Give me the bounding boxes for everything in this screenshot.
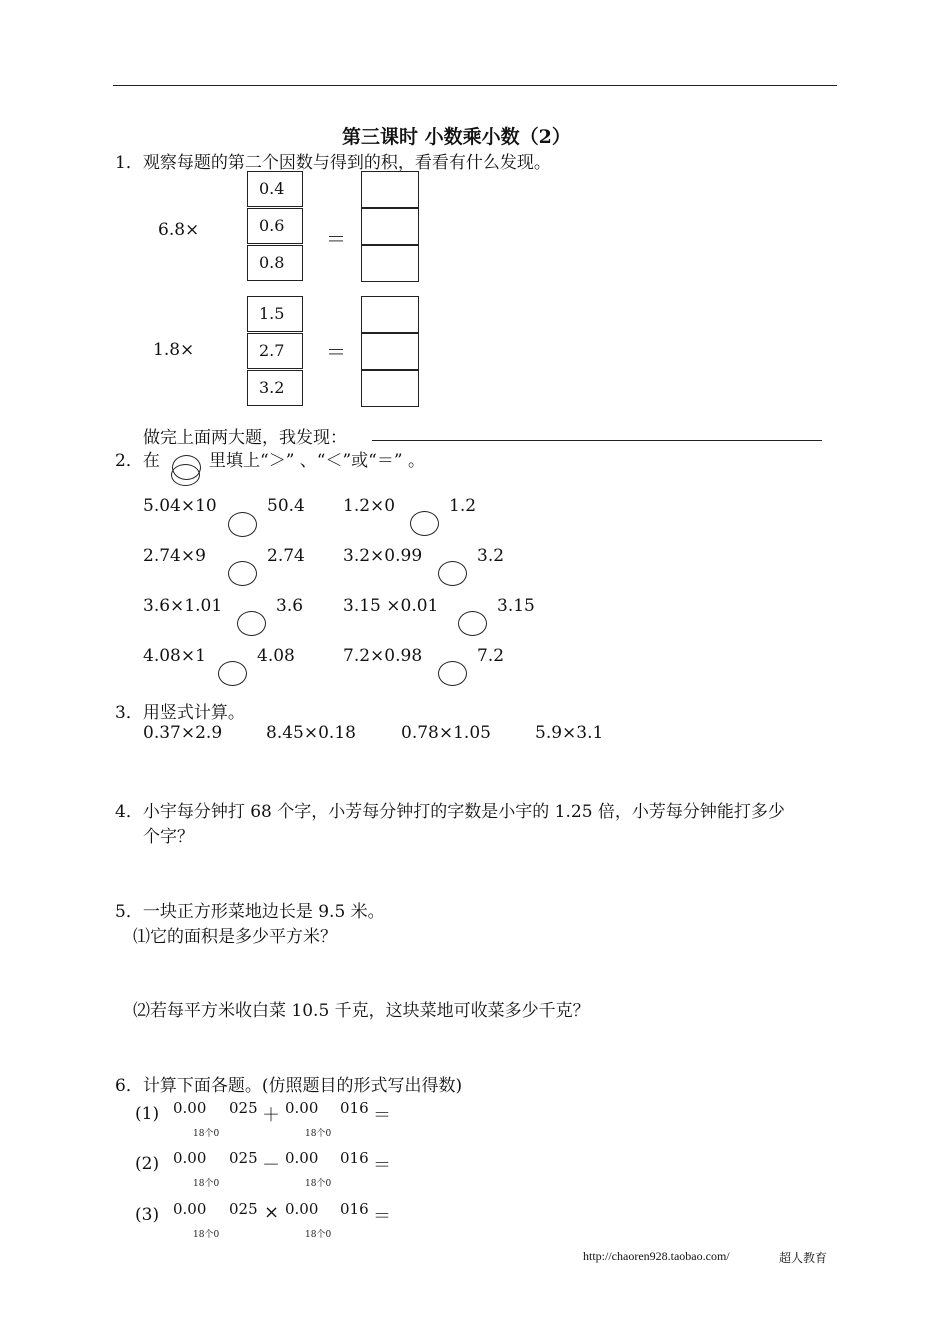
q6-zero-count: 18个0 xyxy=(305,1129,332,1139)
q6-operand-b-tail: 016 xyxy=(340,1099,369,1117)
q3-item: 0.78×1.05 xyxy=(401,723,491,743)
q6-operand-a: 0.00 xyxy=(173,1200,207,1218)
q2-compare-circle[interactable] xyxy=(218,661,247,686)
q2-right-value: 7.2 xyxy=(477,646,505,666)
q6-zero-count: 18个0 xyxy=(193,1129,220,1139)
q2-right-value: 50.4 xyxy=(267,496,305,516)
q1-prompt: 1．观察每题的第二个因数与得到的积，看看有什么发现。 xyxy=(115,153,551,173)
q6-operator: × xyxy=(264,1202,280,1223)
q2-left-expr: 4.08×1 xyxy=(143,646,206,666)
q5-sub1: ⑴它的面积是多少平方米？ xyxy=(133,927,337,947)
q2-left-expr: 1.2×0 xyxy=(343,496,396,516)
q2-example-circle-shadow xyxy=(171,464,200,486)
q2-compare-circle[interactable] xyxy=(410,511,439,536)
q6-zero-count: 18个0 xyxy=(305,1179,332,1189)
q1b-value-box xyxy=(247,296,303,332)
q1a-value-box xyxy=(247,208,303,244)
q4-text-cont: 个字？ xyxy=(143,827,194,847)
q2-left-expr: 5.04×10 xyxy=(143,496,217,516)
q2-left-expr: 3.2×0.99 xyxy=(343,546,423,566)
q1b-answer-box[interactable] xyxy=(361,333,419,370)
q1b-value: 3.2 xyxy=(259,378,285,397)
q1b-value: 2.7 xyxy=(259,341,285,360)
q2-left-expr: 2.74×9 xyxy=(143,546,206,566)
q3-item: 5.9×3.1 xyxy=(535,723,604,743)
q2-prompt-end: 里填上“＞” 、“＜”或“＝” 。 xyxy=(209,451,425,471)
q2-prompt-start: 2．在 xyxy=(115,451,160,471)
q2-compare-circle[interactable] xyxy=(458,611,487,636)
q6-operand-b-tail: 016 xyxy=(340,1200,369,1218)
q3-item: 0.37×2.9 xyxy=(143,723,223,743)
q6-equals: ＝ xyxy=(373,1155,391,1176)
q2-right-value: 3.6 xyxy=(276,596,304,616)
q1a-value: 0.4 xyxy=(259,179,285,198)
q6-zero-count: 18个0 xyxy=(305,1230,332,1240)
q6-zero-count: 18个0 xyxy=(193,1230,220,1240)
q6-operand-a: 0.00 xyxy=(173,1099,207,1117)
q2-compare-circle[interactable] xyxy=(228,512,257,537)
q6-operand-b: 0.00 xyxy=(285,1149,319,1167)
q6-equals: ＝ xyxy=(373,1105,391,1126)
q2-left-expr: 3.6×1.01 xyxy=(143,596,223,616)
footer-brand: 超人教育 xyxy=(779,1251,828,1265)
q3-prompt: 3．用竖式计算。 xyxy=(115,703,245,723)
q5-prompt: 5．一块正方形菜地边长是 9.5 米。 xyxy=(115,902,385,922)
q1a-value-box xyxy=(247,171,303,207)
q1a-answer-box[interactable] xyxy=(361,245,419,282)
q6-zero-count: 18个0 xyxy=(193,1179,220,1189)
q6-operand-b: 0.00 xyxy=(285,1200,319,1218)
q1a-equals: ＝ xyxy=(326,227,346,251)
q3-item: 8.45×0.18 xyxy=(266,723,356,743)
q2-right-value: 3.15 xyxy=(497,596,535,616)
q6-operator: － xyxy=(262,1155,280,1176)
q1b-value-box xyxy=(247,333,303,369)
q6-label: (1) xyxy=(135,1104,160,1124)
q1a-factor: 6.8× xyxy=(158,220,200,240)
q5-sub2: ⑵若每平方米收白菜 10.5 千克，这块菜地可收菜多少千克？ xyxy=(133,1001,590,1021)
q1-finding-label: 做完上面两大题，我发现： xyxy=(143,428,347,448)
q4-text: 4．小宇每分钟打 68 个字，小芳每分钟打的字数是小宇的 1.25 倍，小芳每分钟能打多少 xyxy=(115,802,785,822)
q1b-value: 1.5 xyxy=(259,304,285,323)
q6-operand-b-tail: 016 xyxy=(340,1149,369,1167)
q2-left-expr: 3.15 ×0.01 xyxy=(343,596,439,616)
footer-url[interactable]: http://chaoren928.taobao.com/ xyxy=(583,1249,730,1263)
q1a-value: 0.8 xyxy=(259,253,285,272)
q2-right-value: 2.74 xyxy=(267,546,305,566)
q1a-value-box xyxy=(247,245,303,281)
q2-compare-circle[interactable] xyxy=(228,561,257,586)
q6-operand-b: 0.00 xyxy=(285,1099,319,1117)
q1a-answer-box[interactable] xyxy=(361,208,419,245)
page-title: 第三课时 小数乘小数（2） xyxy=(342,126,571,148)
q2-left-expr: 7.2×0.98 xyxy=(343,646,423,666)
q2-compare-circle[interactable] xyxy=(438,661,467,686)
header-rule xyxy=(113,85,837,86)
q6-label: (2) xyxy=(135,1154,160,1174)
q6-label: (3) xyxy=(135,1205,160,1225)
q1-finding-blank[interactable] xyxy=(372,440,822,441)
q1a-value: 0.6 xyxy=(259,216,285,235)
q2-right-value: 4.08 xyxy=(257,646,295,666)
q2-compare-circle[interactable] xyxy=(237,611,266,636)
q1a-answer-box[interactable] xyxy=(361,171,419,208)
q1b-equals: ＝ xyxy=(326,340,346,364)
q6-operand-a-tail: 025 xyxy=(229,1149,258,1167)
q1b-answer-box[interactable] xyxy=(361,370,419,407)
q6-equals: ＝ xyxy=(373,1206,391,1227)
q6-operator: ＋ xyxy=(262,1105,280,1126)
q2-right-value: 1.2 xyxy=(449,496,477,516)
q1b-factor: 1.8× xyxy=(153,340,195,360)
q6-operand-a-tail: 025 xyxy=(229,1200,258,1218)
q1b-answer-box[interactable] xyxy=(361,296,419,333)
q1b-value-box xyxy=(247,370,303,406)
q2-compare-circle[interactable] xyxy=(438,561,467,586)
q6-operand-a-tail: 025 xyxy=(229,1099,258,1117)
q2-right-value: 3.2 xyxy=(477,546,505,566)
q6-operand-a: 0.00 xyxy=(173,1149,207,1167)
q6-prompt: 6．计算下面各题。(仿照题目的形式写出得数) xyxy=(115,1076,463,1096)
